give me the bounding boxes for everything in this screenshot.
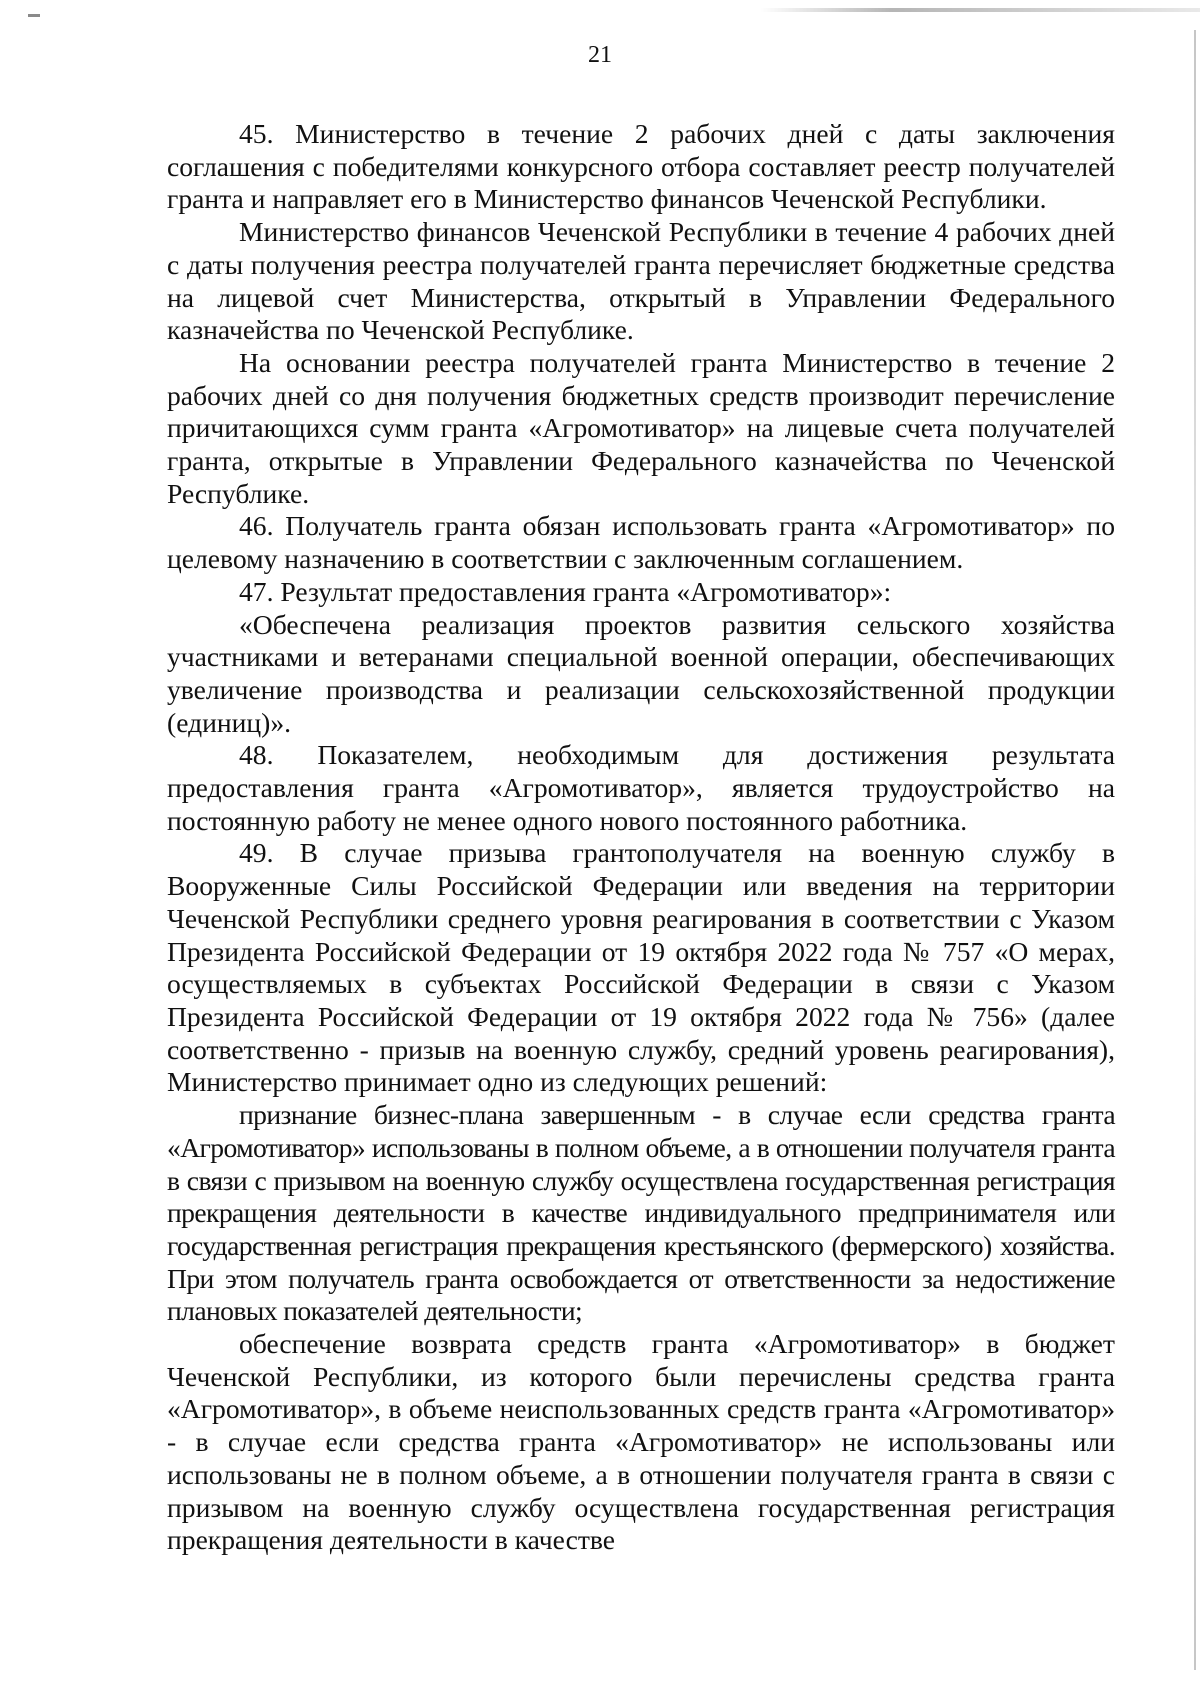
paragraph-47-result: «Обеспечена реализация проектов развития сельского хозяйства участниками и ветеранами специальной военной операции, обеспечивающих увеличение производства и реализации сельскохозяйственной продукции (единиц)». [167,608,1115,738]
paragraph-45-grant-transfer: На основании реестра получателей гранта Министерство в течение 2 рабочих дней со дня получения бюджетных средств производит перечисление причитающихся сумм гранта «Агромотиватор» на лицевые счета получателей гранта, открытые в Управлении Федерального казначейства по Чеченской Республике. [167,346,1115,509]
scan-artifact-mark [28,14,40,17]
paragraph-49-decision-completion: признание бизнес-плана завершенным - в случае если средства гранта «Агромотиватор» использованы в полном объеме, а в отношении получателя гранта в связи с призывом на военную службу осуществлена государственная регистрация прекращения деятельности в качестве индивидуального предпринимателя или государственная регистрация прекращения крестьянского (фермерского) хозяйства. При этом получатель гранта освобождается от ответственности за недостижение плановых показателей деятельности; [167,1099,1115,1327]
paragraph-47: 47. Результат предоставления гранта «Агромотиватор»: [239,575,892,607]
paragraph-48: 48. Показателем, необходимым для достижения результата предоставления гранта «Агромотиватор», является трудоустройство на постоянную работу не менее одного нового постоянного работника. [167,739,1115,836]
paragraph-49: 49. В случае призыва грантополучателя на военную службу в Вооруженные Силы Российской Федерации или введения на территории Чеченской Республики среднего уровня реагирования в соответствии с Указом Президента Российской Федерации от 19 октября 2022 года № 757 «О мерах, осуществляемых в субъектах Российской Федерации в связи с Указом Президента Российской Федерации от 19 октября 2022 года № 756» (далее соответственно - призыв на военную службу, средний уровень реагирования), Министерство принимает одно из следующих решений: [167,837,1115,1098]
paragraph-49-decision-refund: обеспечение возврата средств гранта «Агромотиватор» в бюджет Чеченской Республики, из которого были перечислены средства гранта «Агромотиватор», в объеме неиспользованных средств гранта «Агромотиватор» - в случае если средства гранта «Агромотиватор» не использованы или использованы не в полном объеме, а в отношении получателя гранта в связи с призывом на военную службу осуществлена государственная регистрация прекращения деятельности в качестве [167,1328,1115,1556]
page-number: 21 [588,42,612,68]
paragraph-45: 45. Министерство в течение 2 рабочих дней с даты заключения соглашения с победителями конкурсного отбора составляет реестр получателей гранта и направляет его в Министерство финансов Чеченской Республики. [167,118,1115,215]
paragraph-45-finance-transfer: Министерство финансов Чеченской Республики в течение 4 рабочих дней с даты получения реестра получателей гранта перечисляет бюджетные средства на лицевой счет Министерства, открытый в Управлении Федерального казначейства по Чеченской Республике. [167,216,1115,346]
document-body [167,118,1115,1557]
scan-artifact-right-edge [1194,30,1196,1670]
scan-artifact-top-edge [760,8,1200,12]
paragraph-46: 46. Получатель гранта обязан использовать гранта «Агромотиватор» по целевому назначению в соответствии с заключенным соглашением. [167,510,1115,575]
